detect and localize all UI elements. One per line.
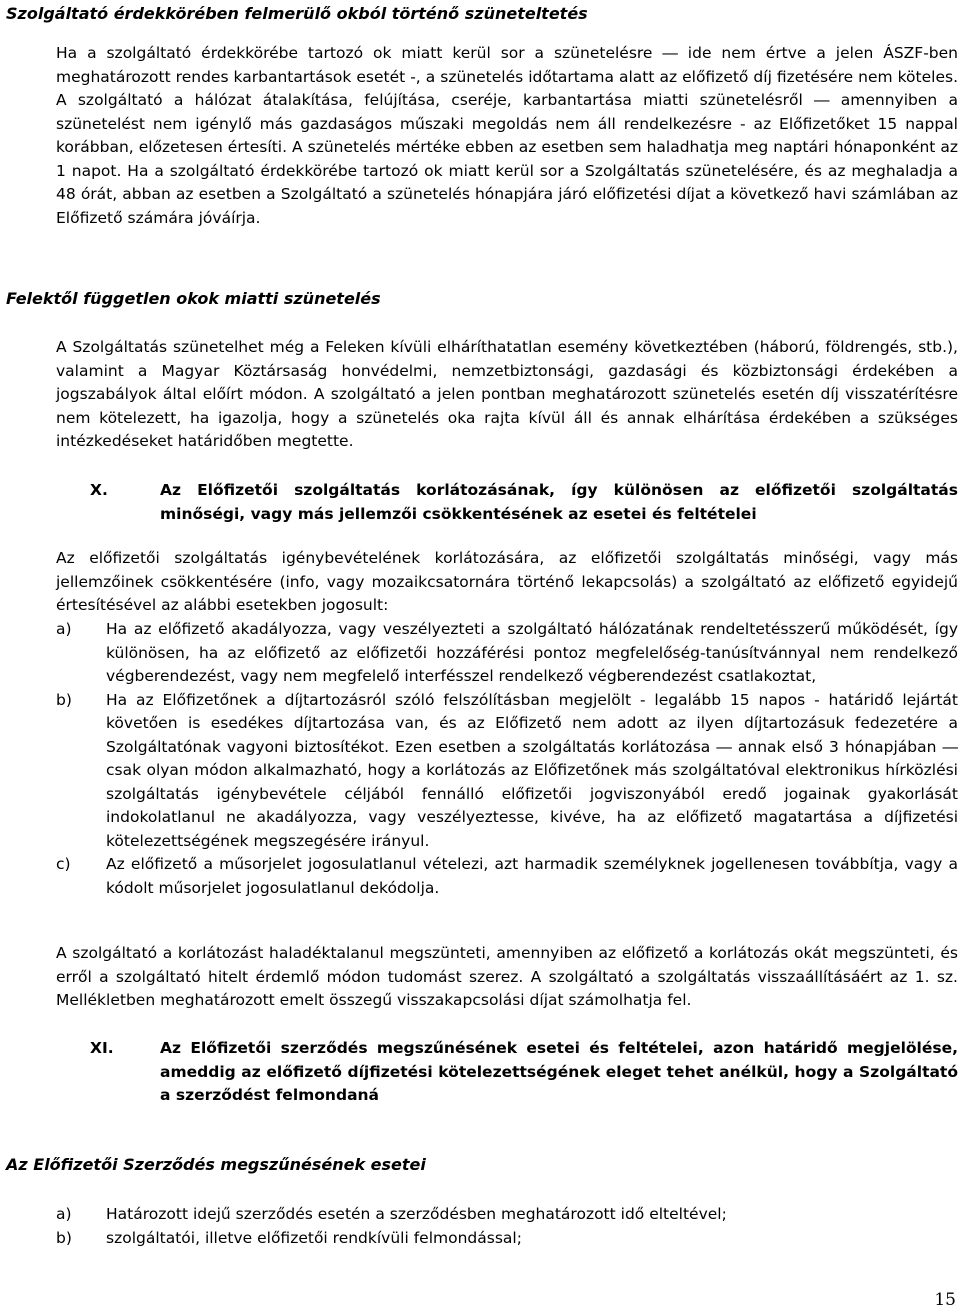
list-marker: b): [56, 1228, 72, 1247]
list-item: [56, 1203, 958, 1227]
list-item: [56, 618, 958, 689]
list-item-text: Az előfizető a műsorjelet jogosulatlanul vételezi, azt harmadik személyknek jogellenesen továbbítja, vagy a kódolt műsorjelet jogosulatlanul dekódolja.: [106, 855, 958, 897]
list-marker: b): [56, 690, 72, 709]
paragraph-restriction-lift: A szolgáltató a korlátozást haladéktalanul megszünteti, amennyiben az előfizető a korlátozás okát megszünteti, és erről a szolgáltató hitelt érdemlő módon tudomást szerez. A szolgáltató a szolgáltatás visszaállításáért az 1. sz. Mellékletben meghatározott emelt összegű visszakapcsolási díjat számolhatja fel.: [56, 944, 958, 1009]
restriction-list: [56, 618, 958, 900]
section-heading-provider-suspension: Szolgáltató érdekkörében felmerülő okból történő szüneteltetés: [6, 4, 588, 23]
list-marker: c): [56, 855, 71, 873]
list-item-text: Határozott idejű szerződés esetén a szerződésben meghatározott idő elteltével;: [106, 1205, 727, 1223]
list-item: [56, 853, 958, 900]
list-item: [56, 1227, 958, 1251]
list-item-text: Ha az Előfizetőnek a díjtartozásról szóló felszólításban megjelölt - legalább 15 napos - határidő lejártát követően is esedékes díjtartozása van, és az Előfizető nem adott az ilyen díjtartozásuk fedezetére a Szolgáltatónak vagyoni biztosítékot. Ezen esetben a szolgáltatás korlátozása ― annak első 3 hónapjában ― csak olyan módon alkalmazható, hogy a korlátozás az Előfizetőnek más szolgáltatóval elektronikus hírközlési szolgáltatás igénybevétele céljából fennálló előfizetői jogviszonyából eredő jogainak gyakorlását indokolatlanul ne akadályozza, vagy veszélyeztesse, kivéve, ha az előfizető magatartása a díjfizetési kötelezettségének megszegésére irányul.: [106, 690, 958, 850]
chapter-number: XI.: [90, 1039, 114, 1057]
chapter-title: Az Előfizetői szolgáltatás korlátozásának, így különösen az előfizetői szolgáltatás minőségi, vagy más jellemzői csökkentésének az esetei és feltételei: [160, 481, 958, 523]
paragraph-force-majeure: A Szolgáltatás szünetelhet még a Feleken kívüli elháríthatatlan esemény következtében (háború, földrengés, stb.), valamint a Magyar Köztársaság honvédelmi, nemzetbiztonsági, gazdasági és közbiztonsági érdekében a jogszabályok által előírt módon. A szolgáltató a jelen pontban meghatározott szünetelés esetén díj visszatérítésre nem kötelezett, ha igazolja, hogy a szünetelés oka rajta kívül áll és annak elhárítása érdekében a szükséges intézkedéseket határidőben megtette.: [56, 338, 958, 450]
section-heading-force-majeure: Felektől független okok miatti szünetelés: [6, 289, 381, 308]
chapter-heading-x: [56, 479, 958, 526]
chapter-title: Az Előfizetői szerződés megszűnésének esetei és feltételei, azon határidő megjelölése, ameddig az előfizető díjfizetési kötelezettségének eleget tehet anélkül, hogy a Szolgáltató a szerződést felmondaná: [160, 1039, 958, 1104]
termination-list: [56, 1203, 958, 1250]
list-marker: a): [56, 620, 72, 638]
list-item-text: Ha az előfizető akadályozza, vagy veszélyezteti a szolgáltató hálózatának rendeltetésszerű működését, így különösen, ha az előfizető az előfizetői hozzáférési pontoz megfelelőség-tanúsítvánnyal nem rendelkező végberendezést, vagy nem megfelelő interfésszel rendelkező végberendezést csatlakoztat,: [106, 620, 958, 685]
paragraph-restriction-intro: Az előfizetői szolgáltatás igénybevételének korlátozására, az előfizetői szolgáltatás minőségi, vagy más jellemzőinek csökkentésére (info, vagy mozaikcsatornára történő lekapcsolás) a szolgáltató az előfizető egyidejű értesítésével az alábbi esetekben jogosult:: [56, 549, 958, 614]
paragraph-provider-suspension: Ha a szolgáltató érdekkörébe tartozó ok miatt kerül sor a szünetelésre ― ide nem értve a jelen ÁSZF-ben meghatározott rendes karbantartások esetét -, a szünetelés időtartama alatt az előfizető díj fizetésére nem köteles. A szolgáltató a hálózat átalakítása, felújítása, cseréje, karbantartása miatti szünetelésről ― amennyiben a szünetelést nem igénylő más gazdaságos műszaki megoldás nem áll rendelkezésre - az Előfizetőket 15 nappal korábban, előzetesen értesíti. A szünetelés mértéke ebben az esetben sem haladhatja meg naptári hónaponként az 1 napot. Ha a szolgáltató érdekkörébe tartozó ok miatt kerül sor a Szolgáltatás szünetelésére, és az meghaladja a 48 órát, abban az esetben a Szolgáltató a szünetelés hónapjára járó előfizetési díjat a következő havi számlában az Előfizető számára jóváírja.: [56, 44, 958, 227]
chapter-number: X.: [90, 481, 108, 499]
section-heading-contract-termination: Az Előfizetői Szerződés megszűnésének esetei: [6, 1155, 426, 1174]
list-item: [56, 689, 958, 854]
list-marker: a): [56, 1205, 72, 1223]
page-number: 15: [934, 1290, 956, 1310]
list-item-text: szolgáltatói, illetve előfizetői rendkívüli felmondással;: [106, 1228, 522, 1247]
chapter-heading-xi: [56, 1037, 958, 1108]
